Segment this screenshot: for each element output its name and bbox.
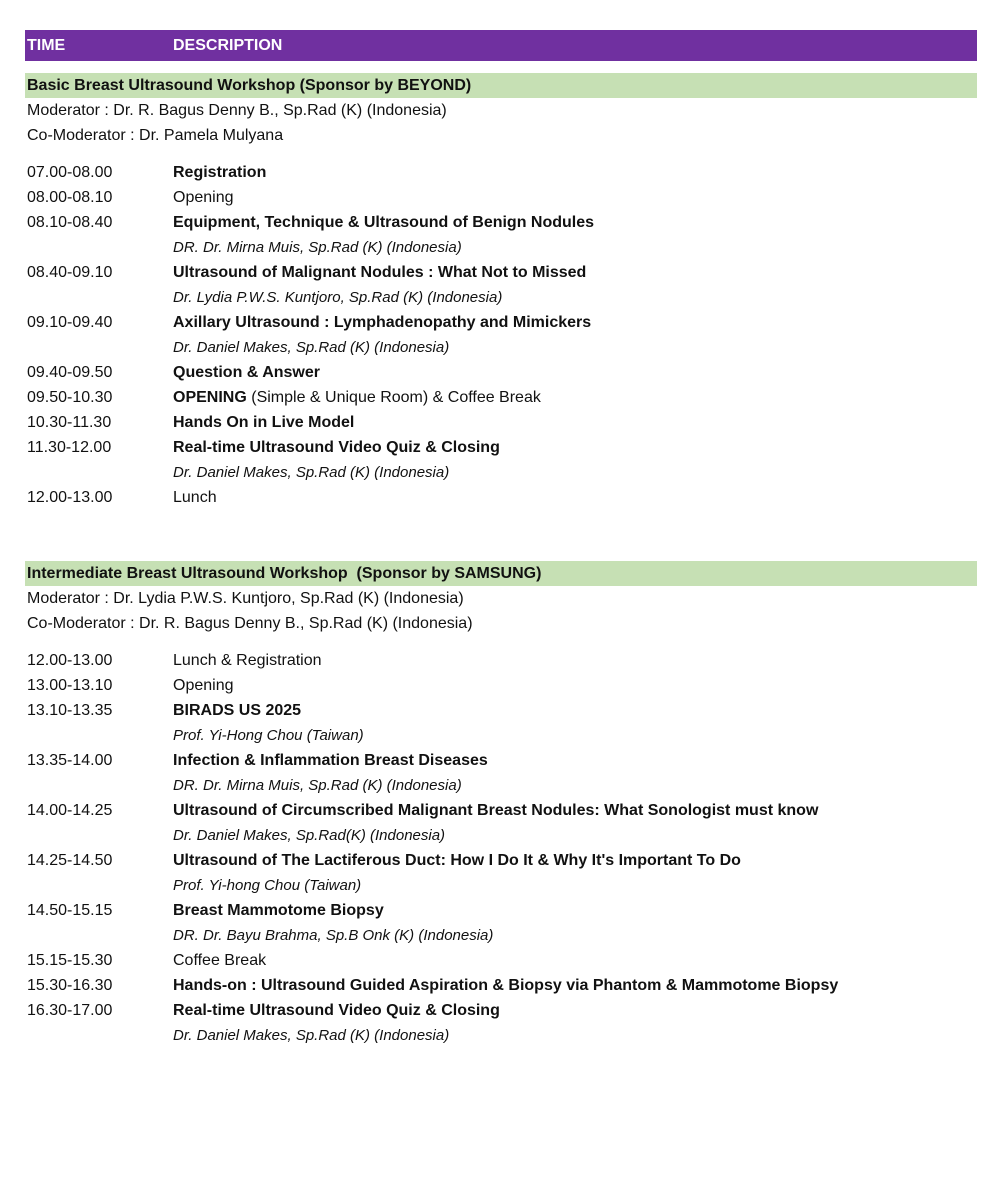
time-column-header: TIME: [27, 36, 66, 54]
time-slot: 08.40-09.10: [27, 264, 113, 281]
session-description: [173, 260, 977, 285]
speaker-row: [25, 460, 977, 485]
session-title: Coffee Break: [173, 952, 267, 969]
schedule-row: [25, 260, 977, 285]
schedule-row: [25, 998, 977, 1023]
time-slot: 09.50-10.30: [27, 389, 113, 406]
session-description: [173, 698, 977, 723]
section-title: Intermediate Breast Ultrasound Workshop (Sponsor by SAMSUNG): [25, 561, 977, 586]
time-slot: 12.00-13.00: [27, 489, 113, 506]
session-title: Opening: [173, 189, 234, 206]
session-title-suffix: (Simple & Unique Room) & Coffee Break: [246, 389, 541, 406]
session-title: OPENING: [173, 389, 247, 406]
session-description: [173, 973, 977, 998]
schedule-row: [25, 798, 977, 823]
session-title: Ultrasound of The Lactiferous Duct: How I Do It & Why It's Important To Do: [173, 852, 741, 869]
session-title: Breast Mammotome Biopsy: [173, 902, 384, 919]
session-title: Hands-on : Ultrasound Guided Aspiration & Biopsy via Phantom & Mammotome Biopsy: [173, 977, 839, 994]
session-title: Registration: [173, 164, 267, 181]
schedule-row: [25, 435, 977, 460]
session-title: BIRADS US 2025: [173, 702, 302, 719]
speaker-row: [25, 723, 977, 748]
co-moderator: Co-Moderator : Dr. R. Bagus Denny B., Sp.Rad (K) (Indonesia): [27, 615, 473, 632]
time-slot: 14.00-14.25: [27, 802, 113, 819]
speaker-name: DR. Dr. Mirna Muis, Sp.Rad (K) (Indonesia): [173, 777, 462, 794]
time-slot: 08.00-08.10: [27, 189, 113, 206]
session-description: [173, 410, 977, 435]
session-title: Question & Answer: [173, 364, 320, 381]
session-title: Ultrasound of Malignant Nodules : What Not to Missed: [173, 264, 587, 281]
session-title: Axillary Ultrasound : Lymphadenopathy and Mimickers: [173, 314, 592, 331]
speaker-name: Dr. Daniel Makes, Sp.Rad(K) (Indonesia): [173, 827, 446, 844]
session-description: [173, 360, 977, 385]
time-slot: 13.00-13.10: [27, 677, 113, 694]
time-slot: 11.30-12.00: [27, 439, 112, 456]
time-slot: 13.10-13.35: [27, 702, 113, 719]
session-description: [173, 435, 977, 460]
session-description: [173, 948, 977, 973]
session-title: Lunch: [173, 489, 217, 506]
schedule-row: [25, 360, 977, 385]
session-title: Lunch & Registration: [173, 652, 322, 669]
time-slot: 14.50-15.15: [27, 902, 113, 919]
speaker-row: [25, 1023, 977, 1048]
time-slot-empty: [25, 335, 173, 360]
speaker-row: [25, 335, 977, 360]
time-slot-empty: [25, 823, 173, 848]
time-slot: 14.25-14.50: [27, 852, 113, 869]
time-slot: 16.30-17.00: [27, 1002, 113, 1019]
schedule-row: [25, 485, 977, 510]
time-slot: 15.15-15.30: [27, 952, 113, 969]
session-description: [173, 898, 977, 923]
co-moderator: Co-Moderator : Dr. Pamela Mulyana: [27, 127, 284, 144]
schedule-row: [25, 185, 977, 210]
speaker-row: [25, 873, 977, 898]
schedule-rows: [25, 160, 977, 510]
session-description: [173, 998, 977, 1023]
session-description: [173, 748, 977, 773]
schedule-row: [25, 310, 977, 335]
session-description: [173, 210, 977, 235]
time-slot-empty: [25, 873, 173, 898]
time-slot-empty: [25, 923, 173, 948]
schedule-row: [25, 973, 977, 998]
speaker-name: DR. Dr. Mirna Muis, Sp.Rad (K) (Indonesia): [173, 239, 462, 256]
workshop-section: [25, 73, 977, 510]
sections-container: [25, 73, 977, 1048]
section-title: Basic Breast Ultrasound Workshop (Sponsor by BEYOND): [25, 73, 977, 98]
time-slot-empty: [25, 460, 173, 485]
session-description: [173, 310, 977, 335]
session-title: Hands On in Live Model: [173, 414, 355, 431]
time-slot: 07.00-08.00: [27, 164, 113, 181]
time-slot: 15.30-16.30: [27, 977, 113, 994]
time-slot: 10.30-11.30: [27, 414, 112, 431]
session-title: Real-time Ultrasound Video Quiz & Closing: [173, 439, 500, 456]
speaker-name: Dr. Daniel Makes, Sp.Rad (K) (Indonesia): [173, 464, 450, 481]
schedule-row: [25, 673, 977, 698]
session-title: Infection & Inflammation Breast Diseases: [173, 752, 488, 769]
session-description: [173, 385, 977, 410]
time-slot: 12.00-13.00: [27, 652, 113, 669]
section-spacer: [25, 510, 977, 549]
description-column-header: DESCRIPTION: [173, 36, 283, 54]
session-description: [173, 848, 977, 873]
speaker-row: [25, 285, 977, 310]
schedule-row: [25, 948, 977, 973]
schedule-page: [25, 30, 977, 1048]
speaker-name: Prof. Yi-hong Chou (Taiwan): [173, 877, 362, 894]
time-slot-empty: [25, 773, 173, 798]
speaker-row: [25, 923, 977, 948]
schedule-row: [25, 648, 977, 673]
schedule-row: [25, 698, 977, 723]
speaker-row: [25, 823, 977, 848]
time-slot-empty: [25, 235, 173, 260]
time-slot: 09.10-09.40: [27, 314, 113, 331]
session-description: [173, 648, 977, 673]
time-slot-empty: [25, 285, 173, 310]
time-slot: 08.10-08.40: [27, 214, 113, 231]
schedule-row: [25, 385, 977, 410]
session-title: Opening: [173, 677, 234, 694]
schedule-row: [25, 410, 977, 435]
session-description: [173, 798, 977, 823]
schedule-rows: [25, 648, 977, 1048]
session-description: [173, 673, 977, 698]
session-description: [173, 185, 977, 210]
speaker-row: [25, 235, 977, 260]
session-title: Real-time Ultrasound Video Quiz & Closing: [173, 1002, 500, 1019]
speaker-name: DR. Dr. Bayu Brahma, Sp.B Onk (K) (Indonesia): [173, 927, 494, 944]
time-slot: 09.40-09.50: [27, 364, 113, 381]
workshop-section: [25, 561, 977, 1048]
session-title: Equipment, Technique & Ultrasound of Benign Nodules: [173, 214, 595, 231]
time-slot: 13.35-14.00: [27, 752, 113, 769]
schedule-row: [25, 898, 977, 923]
time-slot-empty: [25, 723, 173, 748]
moderator: Moderator : Dr. Lydia P.W.S. Kuntjoro, Sp.Rad (K) (Indonesia): [27, 590, 464, 607]
schedule-row: [25, 748, 977, 773]
speaker-name: Dr. Lydia P.W.S. Kuntjoro, Sp.Rad (K) (Indonesia): [173, 289, 503, 306]
moderator: Moderator : Dr. R. Bagus Denny B., Sp.Rad (K) (Indonesia): [27, 102, 447, 119]
schedule-row: [25, 848, 977, 873]
schedule-row: [25, 160, 977, 185]
speaker-name: Dr. Daniel Makes, Sp.Rad (K) (Indonesia): [173, 1027, 450, 1044]
schedule-row: [25, 210, 977, 235]
speaker-name: Prof. Yi-Hong Chou (Taiwan): [173, 727, 364, 744]
session-description: [173, 160, 977, 185]
session-title: Ultrasound of Circumscribed Malignant Breast Nodules: What Sonologist must know: [173, 802, 819, 819]
speaker-name: Dr. Daniel Makes, Sp.Rad (K) (Indonesia): [173, 339, 450, 356]
speaker-row: [25, 773, 977, 798]
session-description: [173, 485, 977, 510]
time-slot-empty: [25, 1023, 173, 1048]
table-header: [25, 30, 977, 61]
